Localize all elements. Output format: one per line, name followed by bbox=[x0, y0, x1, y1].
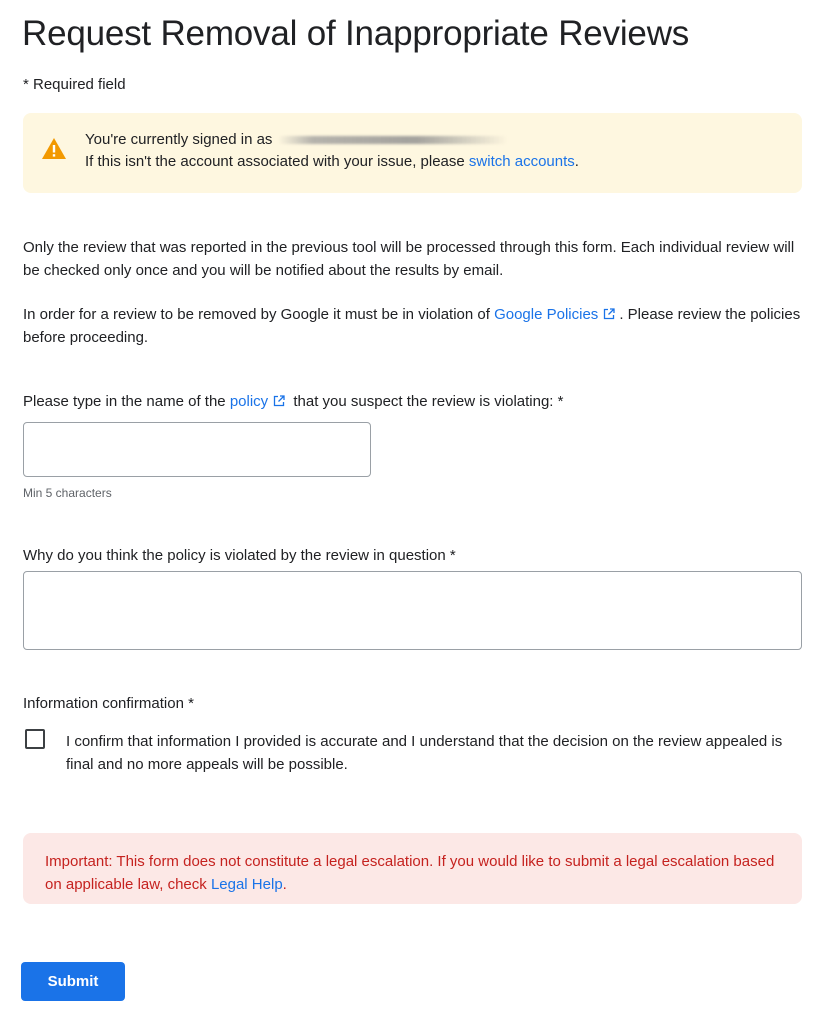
open-in-new-icon bbox=[273, 395, 285, 407]
intro-paragraph: Only the review that was reported in the previous tool will be processed through this form. Each individual review will be checked only once and you will be notified about the results by email. bbox=[23, 239, 795, 279]
switch-account-line bbox=[85, 151, 579, 173]
switch-accounts-link[interactable]: switch accounts bbox=[468, 153, 575, 170]
violation-reason-input[interactable] bbox=[23, 571, 802, 650]
legal-notice-banner bbox=[23, 833, 802, 904]
signed-in-line bbox=[85, 129, 579, 151]
warning-icon bbox=[41, 137, 67, 160]
min-characters-hint: Min 5 characters bbox=[23, 486, 112, 500]
legal-help-link[interactable]: Legal Help bbox=[210, 876, 283, 893]
policy-label-prefix: Please type in the name of the bbox=[23, 393, 230, 410]
policy-label-suffix: that you suspect the review is violating: * bbox=[289, 393, 564, 410]
legal-notice-prefix: Important: This form does not constitute a legal escalation. If you would like to submit a legal escalation based on applicable law, check bbox=[45, 853, 775, 893]
switch-prefix: If this isn't the account associated with your issue, please bbox=[85, 153, 469, 170]
account-notice-text bbox=[85, 129, 579, 173]
confirmation-text: I confirm that information I provided is accurate and I understand that the decision on the review appealed is final and no more appeals will be possible. bbox=[66, 733, 783, 773]
legal-notice-suffix: . bbox=[282, 876, 287, 893]
confirmation-checkbox[interactable] bbox=[25, 729, 45, 749]
signed-in-prefix: You're currently signed in as bbox=[85, 131, 273, 148]
violation-reason-label: Why do you think the policy is violated by the review in question * bbox=[23, 547, 456, 564]
page-title: Request Removal of Inappropriate Reviews bbox=[22, 14, 690, 53]
redacted-account-email bbox=[278, 136, 508, 144]
policy-name-label bbox=[23, 393, 563, 410]
policy-paragraph bbox=[23, 303, 808, 349]
legal-notice-text bbox=[45, 850, 790, 896]
information-confirmation-label: Information confirmation * bbox=[23, 695, 194, 712]
required-field-note: * Required field bbox=[23, 76, 126, 93]
switch-suffix: . bbox=[574, 153, 579, 170]
open-in-new-icon bbox=[603, 308, 615, 320]
policy-name-input[interactable] bbox=[23, 422, 371, 477]
account-notice-banner bbox=[23, 113, 802, 193]
google-policies-link[interactable] bbox=[494, 306, 619, 323]
policy-link[interactable] bbox=[230, 393, 289, 410]
policy-link-text: policy bbox=[229, 393, 269, 410]
google-policies-link-text: Google Policies bbox=[494, 306, 599, 323]
submit-button[interactable]: Submit bbox=[21, 962, 125, 1001]
policy-paragraph-prefix: In order for a review to be removed by Google it must be in violation of bbox=[23, 306, 495, 323]
policy-paragraph-suffix: . Please review the policies before proceeding. bbox=[23, 306, 801, 346]
